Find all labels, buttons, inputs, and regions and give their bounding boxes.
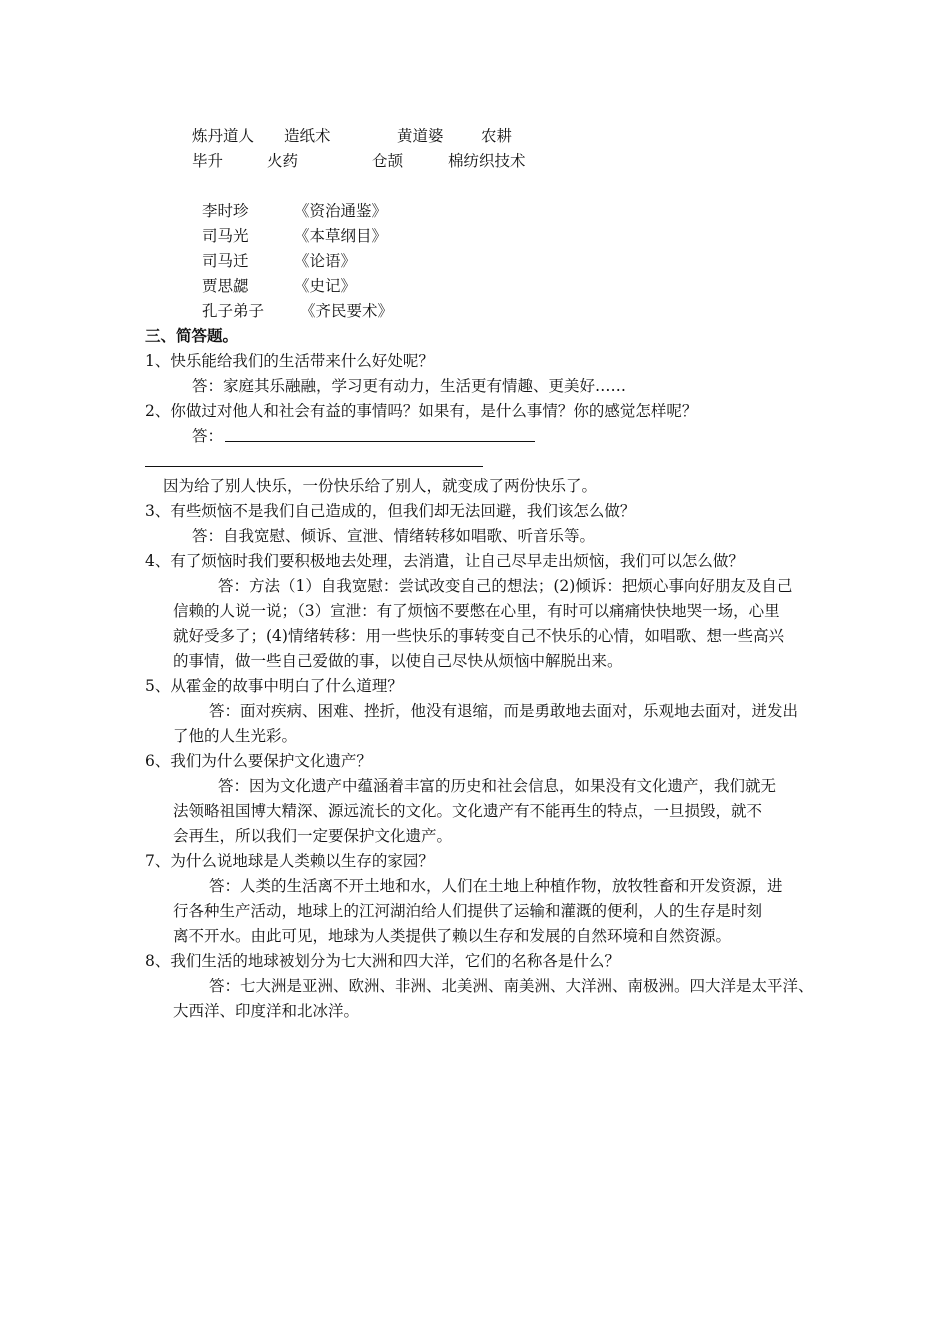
match-person: 贾思勰 [202, 277, 249, 295]
match-item: 棉纺织技术 [448, 152, 526, 170]
match-item: 火药 [267, 152, 299, 170]
question-6: 6、我们为什么要保护文化遗产？ [145, 752, 372, 770]
question-3: 3、有些烦恼不是我们自己造成的，但我们却无法回避，我们该怎么做？ [145, 502, 636, 520]
answer-1: 答：家庭其乐融融，学习更有动力，生活更有情趣、更美好…… [192, 377, 627, 395]
match-item: 毕升 [192, 152, 224, 170]
question-1: 1、快乐能给我们的生活带来什么好处呢？ [145, 352, 434, 370]
match-person: 李时珍 [202, 202, 249, 220]
match-person: 孔子弟子 [202, 302, 265, 320]
question-2: 2、你做过对他人和社会有益的事情吗？如果有，是什么事情？你的感觉怎样呢？ [145, 402, 698, 420]
answer-6-line: 答：因为文化遗产中蕴涵着丰富的历史和社会信息，如果没有文化遗产，我们就无 [218, 777, 777, 795]
question-8: 8、我们生活的地球被划分为七大洲和四大洋，它们的名称各是什么？ [145, 952, 620, 970]
answer-8-line: 答：七大洲是亚洲、欧洲、非洲、北美洲、南美洲、大洋洲、南极洲。四大洋是太平洋、 [209, 977, 814, 995]
answer-7-line: 离不开水。由此可见，地球为人类提供了赖以生存和发展的自然环境和自然资源。 [173, 927, 732, 945]
match-person: 司马光 [202, 227, 249, 245]
answer-2-label: 答： [192, 427, 224, 445]
match-item: 农耕 [481, 127, 513, 145]
answer-6-line: 会再生，所以我们一定要保护文化遗产。 [173, 827, 453, 845]
match-item: 仓颉 [372, 152, 404, 170]
question-5: 5、从霍金的故事中明白了什么道理？ [145, 677, 403, 695]
answer-5-line: 答：面对疾病、困难、挫折，他没有退缩，而是勇敢地去面对，乐观地去面对，迸发出 [209, 702, 799, 720]
match-book: 《齐民要术》 [300, 302, 394, 320]
match-book: 《史记》 [294, 277, 357, 295]
match-book: 《本草纲目》 [294, 227, 388, 245]
answer-7-line: 答：人类的生活离不开土地和水，人们在土地上种植作物，放牧牲畜和开发资源，进 [209, 877, 783, 895]
match-item: 黄道婆 [397, 127, 444, 145]
answer-5-line: 了他的人生光彩。 [173, 727, 298, 745]
answer-8-line: 大西洋、印度洋和北冰洋。 [173, 1002, 360, 1020]
answer-4-line: 信赖的人说一说；（3）宣泄：有了烦恼不要憋在心里，有时可以痛痛快快地哭一场，心里 [173, 602, 780, 620]
match-item: 造纸术 [284, 127, 331, 145]
answer-4-line: 答：方法（1）自我宽慰：尝试改变自己的想法；(2)倾诉：把烦心事向好朋友及自己 [218, 577, 793, 595]
answer-3: 答：自我宽慰、倾诉、宣泄、情绪转移如唱歌、听音乐等。 [192, 527, 596, 545]
question-7: 7、为什么说地球是人类赖以生存的家园？ [145, 852, 434, 870]
answer-4-line: 的事情，做一些自己爱做的事，以使自己尽快从烦恼中解脱出来。 [173, 652, 623, 670]
match-person: 司马迁 [202, 252, 249, 270]
answer-7-line: 行各种生产活动，地球上的江河湖泊给人们提供了运输和灌溉的便利，人的生存是时刻 [173, 902, 763, 920]
match-book: 《论语》 [294, 252, 357, 270]
answer-2: 因为给了别人快乐，一份快乐给了别人，就变成了两份快乐了。 [163, 477, 598, 495]
question-4: 4、有了烦恼时我们要积极地去处理，去消遣，让自己尽早走出烦恼，我们可以怎么做？ [145, 552, 744, 570]
answer-6-line: 法领略祖国博大精深、源远流长的文化。文化遗产有不能再生的特点，一旦损毁，就不 [173, 802, 763, 820]
match-book: 《资治通鉴》 [294, 202, 388, 220]
section-title: 三、简答题。 [145, 326, 239, 345]
answer-4-line: 就好受多了；(4)情绪转移：用一些快乐的事转变自己不快乐的心情，如唱歌、想一些高兴 [173, 627, 784, 645]
match-item: 炼丹道人 [192, 127, 255, 145]
answer-blank-line [145, 466, 483, 467]
answer-blank-line [225, 441, 535, 442]
